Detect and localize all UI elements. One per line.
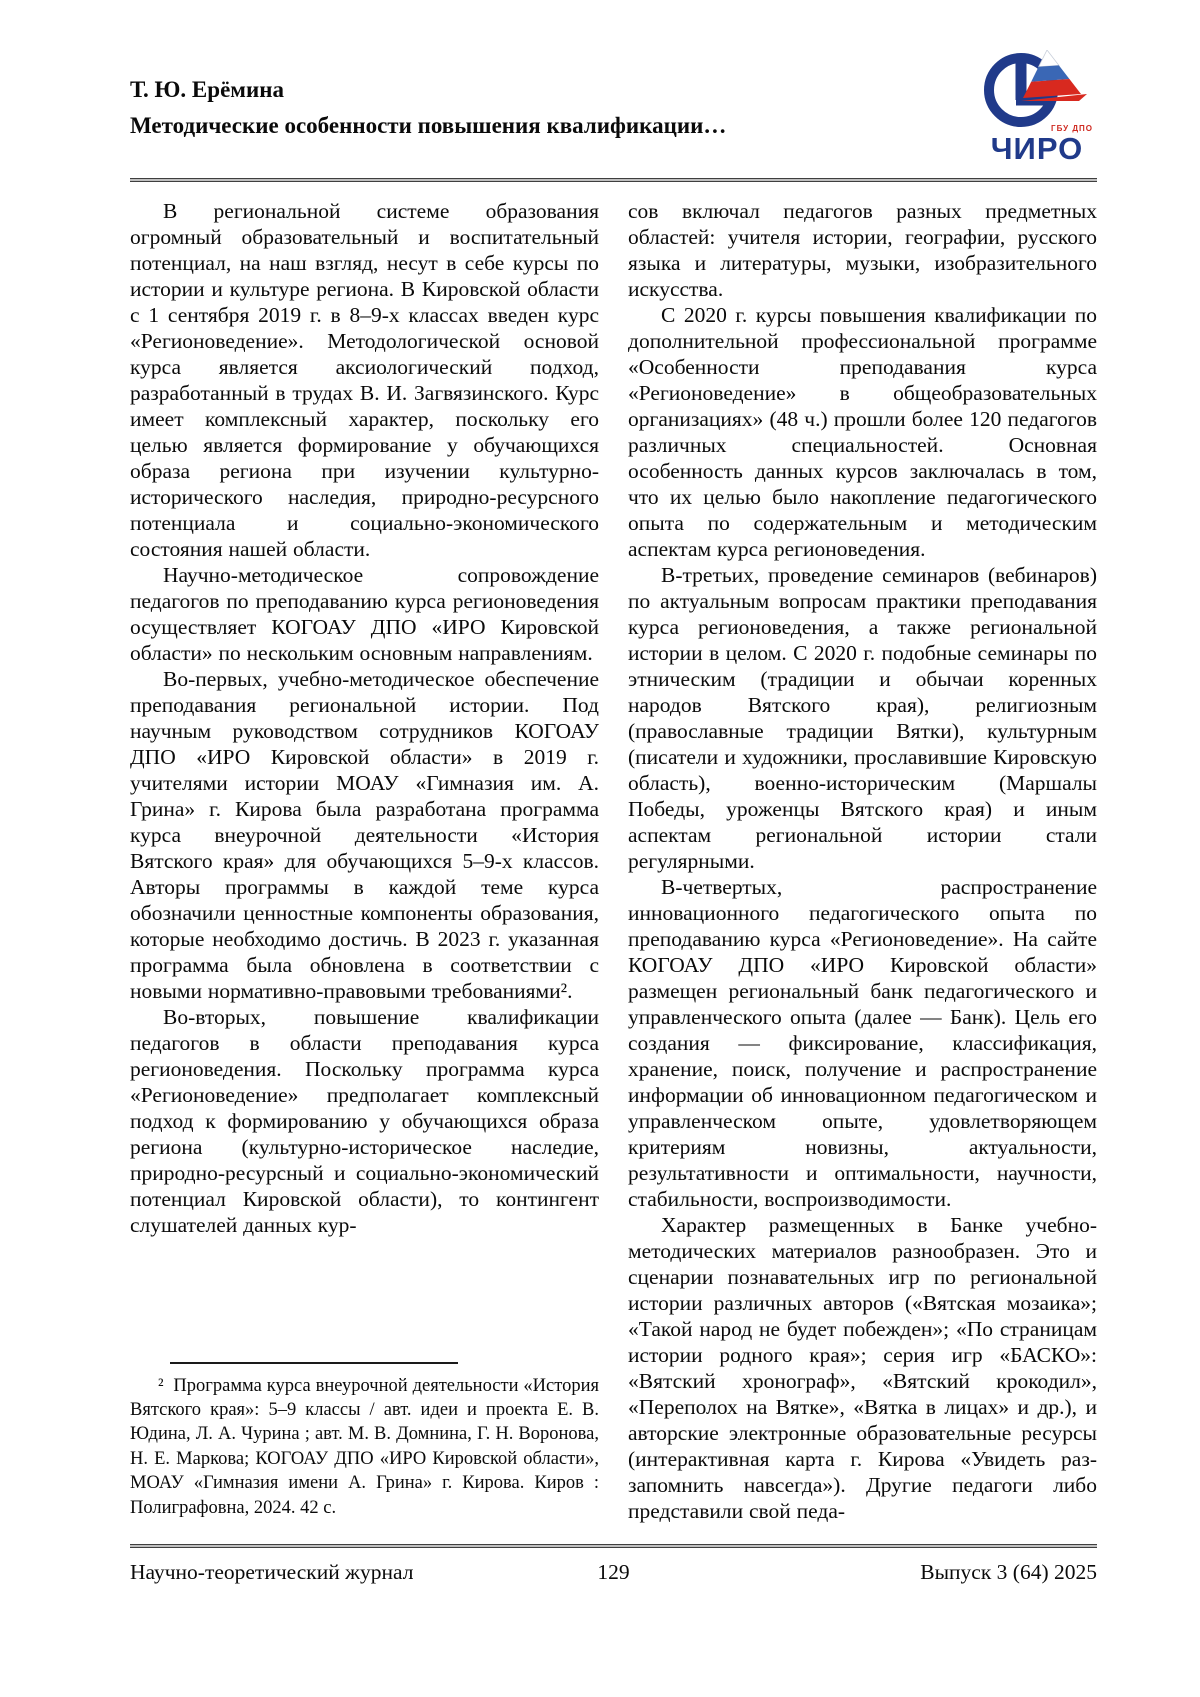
body-paragraph: сов включал педагогов разных предметных областей: учителя истории, географии, русского языка и литературы, музыки, изобразительного искусства. xyxy=(628,199,1097,301)
footnote-divider xyxy=(170,1362,458,1364)
sail-red-band xyxy=(1023,79,1081,98)
org-logo xyxy=(971,50,1103,166)
footnote-block xyxy=(130,1362,599,1544)
page-footer xyxy=(130,1548,1097,1585)
issue-label: Выпуск 3 (64) 2025 xyxy=(920,1560,1097,1584)
page-number: 129 xyxy=(597,1560,630,1584)
sail-white-band xyxy=(1039,50,1059,67)
running-title: Методические особенности повышения квалификации… xyxy=(130,113,727,138)
journal-type-label: Научно-теоретический журнал xyxy=(130,1560,414,1584)
header-divider xyxy=(130,178,1097,182)
logo-org-type-label: ГБУ ДПО xyxy=(1051,124,1093,133)
body-paragraph: С 2020 г. курсы повышения квалификации по дополнительной профессиональной программе «Особенности преподавания курса «Регионоведение» в общеобразовательных организациях» (48 ч.) прошли более 120 педагогов различных специальностей. Основная особенность данных курсов заключалась в том, что их целью было накопление педагогического опыта по содержательным и методическим аспектам курса регионоведения. xyxy=(628,303,1097,561)
footnote-text: ² Программа курса внеурочной деятельности «История Вятского края»: 5–9 классы / авт. идеи и проекта Е. В. Юдина, Л. А. Чурина ; авт. М. В. Домнина, Г. Н. Воронова, Н. Е. Маркова; КОГОАУ ДПО «ИРО Кировской области», МОАУ «Гимназия имени А. Грина» г. Кирова. Киров : Полиграфовна, 2024. 42 с. xyxy=(130,1375,599,1518)
body-paragraph: В-третьих, проведение семинаров (вебинаров) по актуальным вопросам практики преподавания курса регионоведения, а также региональной истории в целом. С 2020 г. подобные семинары по этническим (традиции и обычаи коренных народов Вятского края), религиозным (православные традиции Вятки), культурным (писатели и художники, прославившие Кировскую область), военно-историческим (Маршалы Победы, уроженцы Вятского края) и иным аспектам региональной истории стали регулярными. xyxy=(628,563,1097,873)
body-paragraph: Во-первых, учебно-методическое обеспечение преподавания региональной истории. Под научным руководством сотрудников КОГОАУ ДПО «ИРО Кировской области» в 2019 г. учителями истории МОАУ «Гимназия им. А. Грина» г. Кирова была разработана программа курса внеурочной деятельности «История Вятского края» для обучающихся 5–9-х классов. Авторы программы в каждой теме курса обозначили ценностные компоненты образования, которые необходимо достичь. В 2023 г. указанная программа была обновлена в соответствии с новыми нормативно-правовыми требованиями². xyxy=(130,667,599,1003)
author-name: Т. Ю. Ерёмина xyxy=(130,77,284,102)
right-column xyxy=(628,198,1097,1544)
left-column xyxy=(130,198,599,1544)
article-body xyxy=(130,198,1097,1544)
body-paragraph: Во-вторых, повышение квалификации педагогов в области преподавания курса регионоведения. Поскольку программа курса «Регионоведение» предполагает комплексный подход к формированию у обучающихся образа региона (культурно-историческое наследие, природно-ресурсный и социально-экономический потенциал Кировской области), то контингент слушателей данных кур- xyxy=(130,1005,599,1237)
logo-org-abbr-label: ЧИРО xyxy=(990,131,1084,166)
body-paragraph: В-четвертых, распространение инновационного педагогического опыта по преподаванию курса «Регионоведение». На сайте КОГОАУ ДПО «ИРО Кировской области» размещен региональный банк педагогического и управленческого опыта (далее — Банк). Цель его создания — фиксирование, классификация, хранение, поиск, получение и распространение информации об инновационном педагогическом и управленческом опыте, удовлетворяющем критериям новизны, актуальности, результативности и оптимальности, научности, стабильности, воспроизводимости. xyxy=(628,875,1097,1211)
page-header xyxy=(130,0,1097,166)
body-paragraph: В региональной системе образования огромный образовательный и воспитательный потенциал, на наш взгляд, несут в себе курсы по истории и культуре региона. В Кировской области с 1 сентября 2019 г. в 8–9-х классах введен курс «Регионоведение». Методологической основой курса является аксиологический подход, разработанный в трудах В. И. Загвязинского. Курс имеет комплексный характер, поскольку его целью является формирование у обучающихся образа региона при изучении культурно-исторического наследия, природно-ресурсного потенциала и социально-экономического состояния нашей области. xyxy=(130,199,599,561)
body-paragraph: Характер размещенных в Банке учебно-методических материалов разнообразен. Это и сценарии познавательных игр по региональной истории различных авторов («Вятская мозаика»; «Такой народ не будет побежден»; «По страницам истории родного края»; серия игр «БАСКО»: «Вятский хронограф», «Вятский крокодил», «Переполох на Вятке», «Вятка в лицах» и др.), и авторские электронные образовательные ресурсы (интерактивная карта г. Кирова «Увидеть раз-запомнить навсегда»). Другие педагоги либо представили свой педа- xyxy=(628,1213,1097,1523)
body-paragraph: Научно-методическое сопровождение педагогов по преподаванию курса регионоведения осуществляет КОГОАУ ДПО «ИРО Кировской области» по нескольким основным направлениям. xyxy=(130,563,599,665)
sailboat-emblem-icon xyxy=(981,50,1093,130)
